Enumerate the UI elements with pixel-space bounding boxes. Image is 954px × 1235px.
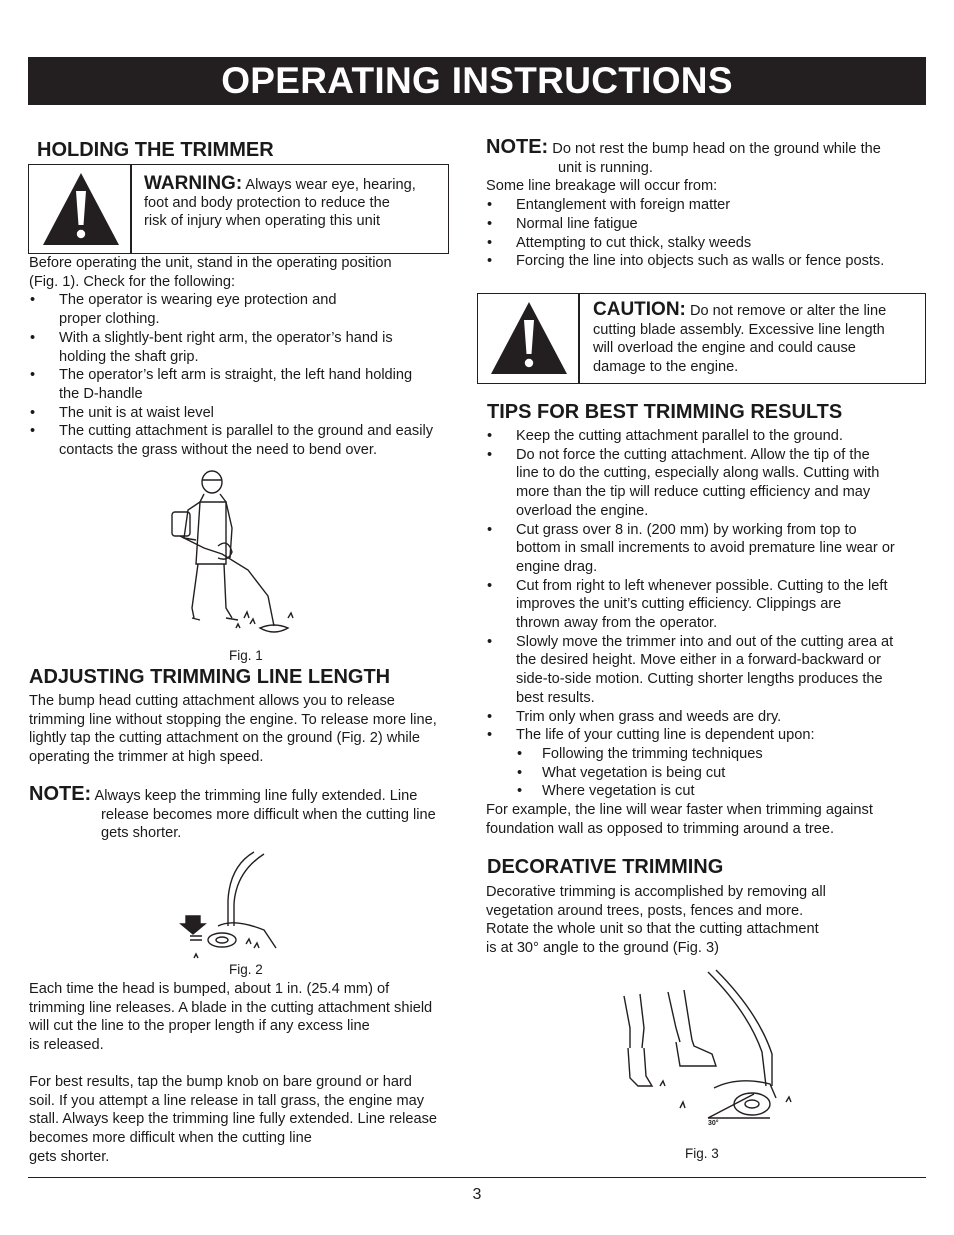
caution-box: CAUTION: Do not remove or alter the line cutting blade assembly. Excessive line length will overload the engine and could cause damage to the engine. [477, 293, 926, 384]
fig1-caption: Fig. 1 [229, 648, 263, 663]
tips-list: • Keep the cutting attachment parallel to the ground. • Do not force the cutting attachment. Allow the tip of the line to do the cutting, especially along walls. Cutting with more than the tip will reduce cutting efficiency and may overload the engine. • Cut grass over 8 in. (200 mm) by working from top to bottom in small increments to avoid premature line wear or engine drag. • Cut from right to left whenever possible. Cutting to the left improves the unit’s cutting efficiency. Clippings are thrown away from the operator. • Slowly move the trimmer into and out of the cutting area at the desired height. Move either in a forward-backward or side-to-side motion. Cutting shorter lengths produces the best results. • Trim only when grass and weeds are dry. • The life of your cutting line is dependent upon: • Following the trimming techniques • What vegetation is being cut • Where vegetation is cut For example, the line will wear faster when trimming against foundation wall as opposed to trimming around a tree. [486, 427, 931, 838]
warning-text: risk of injury when operating this unit [144, 213, 381, 229]
warning-icon [41, 171, 121, 252]
adjusting-heading: ADJUSTING TRIMMING LINE LENGTH [29, 666, 391, 688]
fig1-operator-illustration [160, 468, 305, 651]
adjusting-para3: For best results, tap the bump knob on bare ground or hard soil. If you attempt a line release in tall grass, the engine may stall. Always keep the trimming line fully extended. Line release becomes more difficult when the cutting line gets shorter. [29, 1074, 438, 1165]
list-item: • Do not force the cutting attachment. Allow the tip of the line to do the cutting, especially along walls. Cutting with more than the tip will reduce cutting efficiency and may overload the engine. [486, 446, 931, 521]
breakage-note: NOTE: Do not rest the bump head on the ground while the unit is running. Some line breakage will occur from: • Entanglement with foreign matter • Normal line fatigue • Attempting to cut thick, stalky weeds • Forcing the line into objects such as walls or fence posts. [486, 138, 926, 271]
holding-heading: HOLDING THE TRIMMER [37, 139, 274, 161]
adjusting-para1: The bump head cutting attachment allows you to release trimming line without stopping the engine. To release more line, lightly tap the cutting attachment on the ground (Fig. 2) while operating the trimmer at high speed. [29, 693, 437, 766]
decorative-body: Decorative trimming is accomplished by removing all vegetation around trees, posts, fences and more. Rotate the whole unit so that the cutting attachment is at 30° angle to the ground (Fig. 3) [486, 884, 826, 957]
sub-list-item: • What vegetation is being cut [516, 764, 931, 783]
list-item: • Attempting to cut thick, stalky weeds [486, 234, 926, 253]
list-item: • Entanglement with foreign matter [486, 196, 926, 215]
list-item: • Cut from right to left whenever possible. Cutting to the left improves the unit’s cutting efficiency. Clippings are thrown away from the operator. [486, 577, 931, 633]
list-item: • Slowly move the trimmer into and out of the cutting area at the desired height. Move either in a forward-backward or side-to-side motion. Cutting shorter lengths produces the best results. [486, 633, 931, 708]
sub-list-item: • Following the trimming techniques [516, 745, 931, 764]
list-item: • The operator’s left arm is straight, the left hand holding the D-handle [29, 366, 469, 403]
list-item: • Trim only when grass and weeds are dry. [486, 708, 931, 727]
list-item: • Normal line fatigue [486, 215, 926, 234]
list-item: • The unit is at waist level [29, 404, 469, 423]
fig3-caption: Fig. 3 [685, 1146, 719, 1161]
page-number: 3 [472, 1186, 482, 1203]
list-item: • The cutting attachment is parallel to the ground and easily contacts the grass without the need to bend over. [29, 422, 469, 459]
warning-text: Always wear eye, hearing, [245, 177, 416, 193]
caution-icon [489, 300, 569, 381]
fig2-caption: Fig. 2 [229, 962, 263, 977]
fig3-angle-label: 30° [708, 1120, 719, 1127]
decorative-heading: DECORATIVE TRIMMING [487, 856, 724, 878]
list-item: • Keep the cutting attachment parallel to the ground. [486, 427, 931, 446]
caution-label: CAUTION: [593, 299, 686, 320]
fig2-bump-illustration [184, 848, 284, 973]
holding-body [29, 254, 469, 460]
tips-heading: TIPS FOR BEST TRIMMING RESULTS [487, 401, 843, 423]
list-item: • The operator is wearing eye protection and proper clothing. [29, 291, 469, 328]
warning-text: foot and body protection to reduce the [144, 195, 390, 211]
list-item: • Forcing the line into objects such as walls or fence posts. [486, 252, 926, 271]
sub-list-item: • Where vegetation is cut [516, 782, 931, 801]
fig3-decorative-illustration [620, 968, 800, 1143]
note-label: NOTE: [29, 783, 92, 805]
intro-text: Before operating the unit, stand in the operating position [29, 255, 392, 271]
list-item: • The life of your cutting line is dependent upon: • Following the trimming techniques • What vegetation is being cut • Where vegetation is cut [486, 726, 931, 801]
adjusting-para2: Each time the head is bumped, about 1 in. (25.4 mm) of trimming line releases. A blade in the cutting attachment shield will cut the line to the proper length if any excess line is released. [29, 981, 433, 1054]
page-title: OPERATING INSTRUCTIONS [28, 57, 926, 105]
list-item: • Cut grass over 8 in. (200 mm) by working from top to bottom in small increments to avoid premature line wear or engine drag. [486, 521, 931, 577]
warning-label: WARNING: [144, 173, 243, 194]
intro-text: (Fig. 1). Check for the following: [29, 273, 236, 290]
note-label: NOTE: [486, 136, 549, 158]
warning-box [28, 164, 449, 254]
adjusting-note: NOTE: Always keep the trimming line fully extended. Line release becomes more difficult when the cutting line gets shorter. [29, 783, 436, 842]
footer-rule [28, 1177, 926, 1178]
list-item: • With a slightly-bent right arm, the operator’s hand is holding the shaft grip. [29, 329, 469, 366]
